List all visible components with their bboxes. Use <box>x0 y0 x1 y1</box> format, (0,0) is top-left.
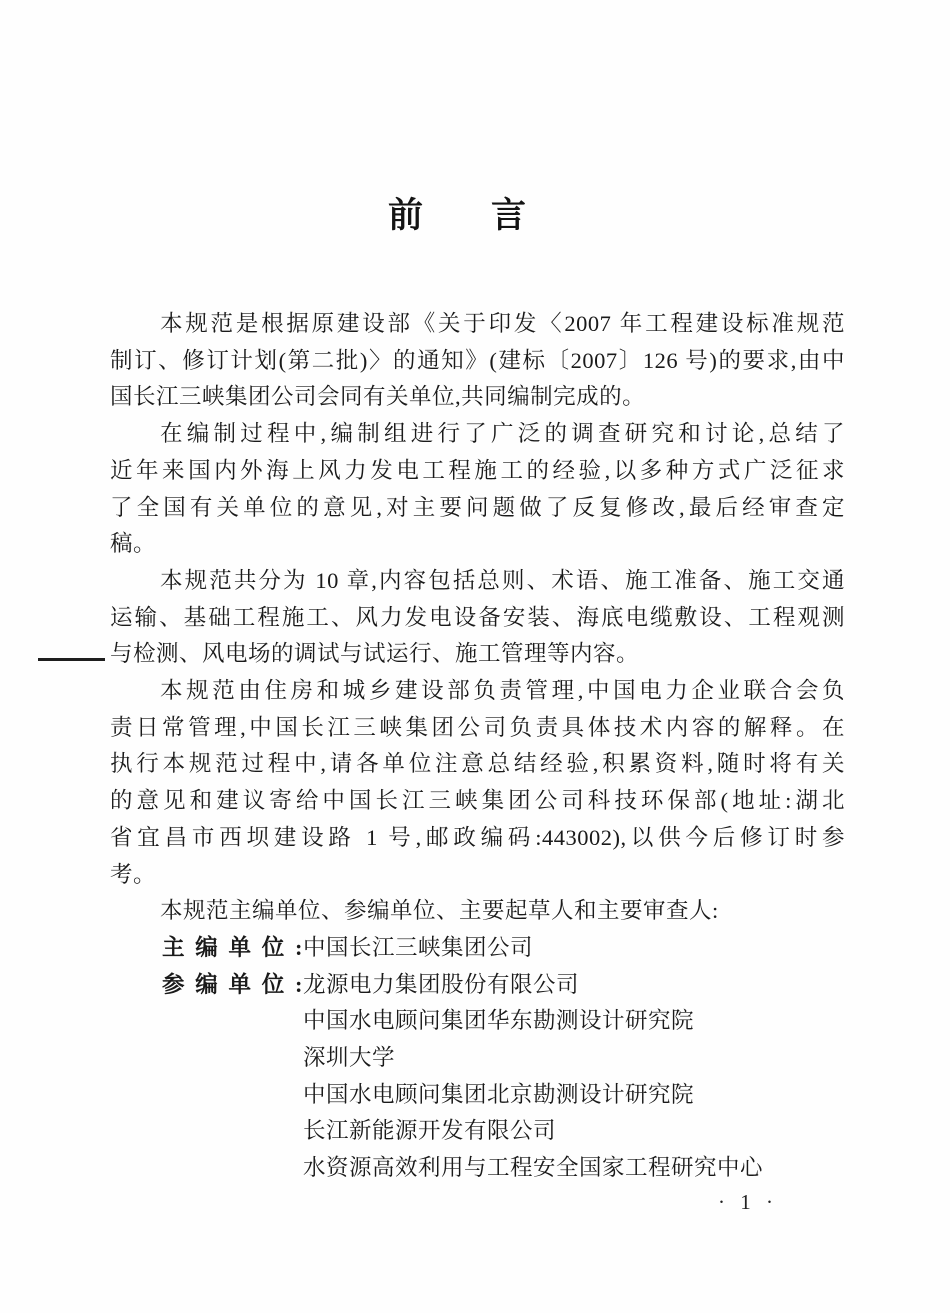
participant-org: 中国水电顾问集团华东勘测设计研究院 <box>303 1008 695 1034</box>
foreword-line: 本规范由住房和城乡建设部负责管理,中国电力企业联合会负 <box>160 678 845 704</box>
chief-editor-label-cell <box>110 930 303 967</box>
chief-editor-label: 主编单位: <box>162 934 303 960</box>
participant-editor-row <box>110 1150 845 1187</box>
foreword-line: 本规范主编单位、参编单位、主要起草人和主要审查人: <box>160 898 719 924</box>
participant-editor-row <box>110 1077 845 1114</box>
foreword-line: 运输、基础工程施工、风力发电设备安装、海底电缆敷设、工程观测 <box>110 604 845 630</box>
foreword-line: 本规范是根据原建设部《关于印发〈2007 年工程建设标准规范 <box>160 311 845 336</box>
foreword-line: 国长江三峡集团公司会同有关单位,共同编制完成的。 <box>110 384 646 410</box>
foreword-line: 本规范共分为 10 章,内容包括总则、术语、施工准备、施工交通 <box>160 567 845 593</box>
participant-editor-row <box>110 1113 845 1150</box>
foreword-line: 的意见和建议寄给中国长江三峡集团公司科技环保部(地址:湖北 <box>110 788 845 814</box>
foreword-line: 制订、修订计划(第二批)〉的通知》(建标〔2007〕126 号)的要求,由中 <box>110 347 845 373</box>
foreword-line: 考。 <box>110 861 157 887</box>
participant-org: 中国水电顾问集团北京勘测设计研究院 <box>303 1081 695 1107</box>
scan-artifact-line <box>38 658 105 661</box>
foreword-line: 责日常管理,中国长江三峡集团公司负责具体技术内容的解释。在 <box>110 714 845 740</box>
participant-editor-row <box>110 967 845 1004</box>
participant-org: 水资源高效利用与工程安全国家工程研究中心 <box>303 1155 764 1181</box>
foreword-line: 与检测、风电场的调试与试运行、施工管理等内容。 <box>110 641 640 667</box>
foreword-line: 近年来国内外海上风力发电工程施工的经验,以多种方式广泛征求 <box>110 457 845 483</box>
page-number: · 1 · <box>718 1190 778 1214</box>
participant-org: 长江新能源开发有限公司 <box>303 1118 557 1144</box>
foreword-line: 执行本规范过程中,请各单位注意总结经验,积累资料,随时将有关 <box>110 751 845 777</box>
participant-org: 深圳大学 <box>303 1045 396 1071</box>
foreword-line: 了全国有关单位的意见,对主要问题做了反复修改,最后经审查定 <box>110 494 845 520</box>
participant-editor-row <box>110 1003 845 1040</box>
chief-editor-row <box>110 930 845 967</box>
participant-editor-label: 参编单位: <box>162 971 303 997</box>
foreword-body <box>110 306 845 1187</box>
foreword-line: 稿。 <box>110 531 157 557</box>
chief-editor-value: 中国长江三峡集团公司 <box>303 934 534 960</box>
page-title: 前言 <box>388 196 595 235</box>
participant-editor-row <box>110 1040 845 1077</box>
participant-org: 龙源电力集团股份有限公司 <box>303 971 580 997</box>
participant-editor-label-cell <box>110 967 303 1004</box>
foreword-line: 在编制过程中,编制组进行了广泛的调查研究和讨论,总结了 <box>160 421 845 447</box>
foreword-line: 省宜昌市西坝建设路 1 号,邮政编码:443002),以供今后修订时参 <box>110 824 845 850</box>
